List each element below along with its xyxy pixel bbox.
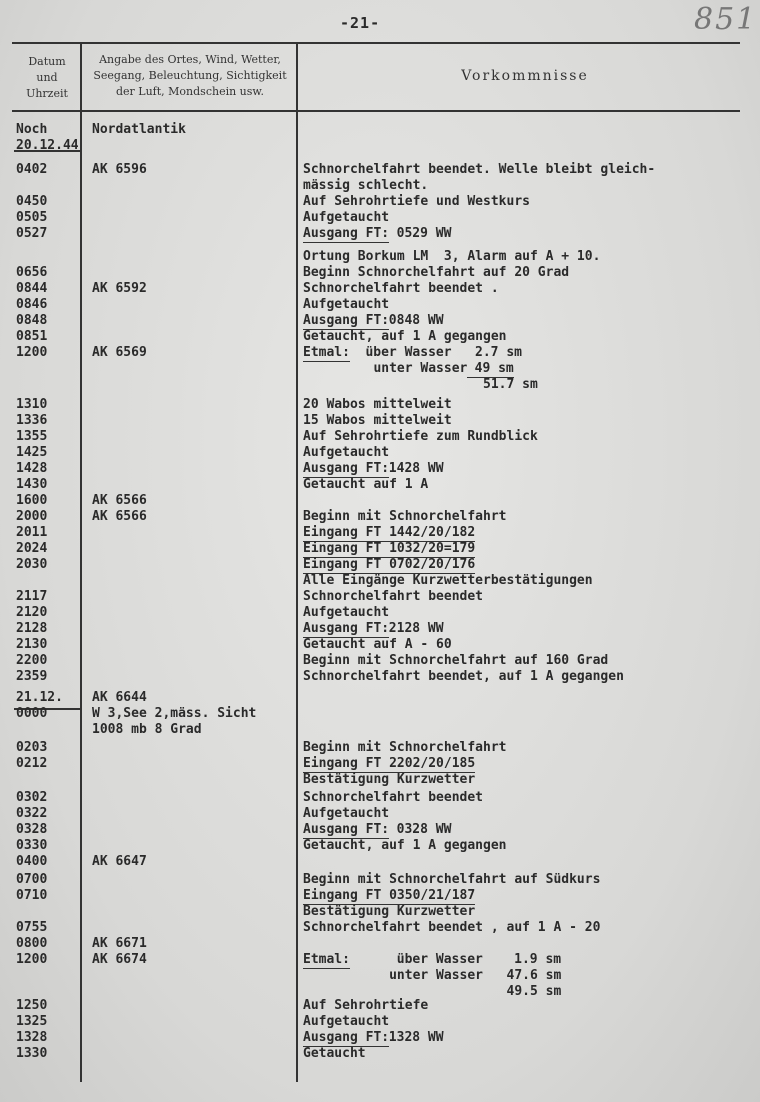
entry-time: 1430 [16, 477, 48, 492]
entry-text: Etmal: [303, 345, 350, 360]
entry-place: AK 6592 [92, 281, 147, 296]
entry-place: AK 6596 [92, 162, 147, 177]
entry-text: Schnorchelfahrt beendet , auf 1 A - 20 [303, 920, 601, 935]
entry-text: Schnorchelfahrt beendet [303, 790, 484, 805]
entry-time: 0848 [16, 313, 48, 328]
entry-text-cont: über Wasser 1.9 sm [349, 952, 562, 967]
entry-text: Ausgang FT: [303, 226, 390, 241]
header-ort-line: Angabe des Ortes, Wind, Wetter, [99, 53, 281, 66]
entry-text: Bestätigung Kurzwetter [303, 904, 476, 919]
entry-text: Beginn Schnorchelfahrt auf 20 Grad [303, 265, 570, 280]
entry-text: Beginn mit Schnorchelfahrt [303, 740, 507, 755]
entry-time: 2000 [16, 509, 48, 524]
entry-text: mässig schlecht. [303, 178, 429, 193]
entry-text: Eingang FT 0350/21/187 [303, 888, 476, 903]
entry-text-cont: über Wasser 2.7 sm [349, 345, 522, 360]
entry-text: Alle Eingänge Kurzwetterbestätigungen [303, 573, 593, 588]
entry-text: unter Wasser [303, 361, 468, 376]
entry-time: 0527 [16, 226, 48, 241]
entry-text: 49.5 sm [303, 984, 562, 999]
entry-text: Beginn mit Schnorchelfahrt auf 160 Grad [303, 653, 609, 668]
entry-text: 51.7 sm [303, 377, 538, 392]
entry-text: Schnorchelfahrt beendet, auf 1 A gegangen [303, 669, 624, 684]
entry-place: AK 6644 [92, 690, 147, 705]
page-number: -21- [340, 14, 381, 32]
header-datum-line: Uhrzeit [26, 87, 68, 100]
entry-text: Aufgetaucht [303, 210, 390, 225]
header-vorkommnisse: Vorkommnisse [461, 68, 589, 84]
entry-text: Eingang FT 1442/20/182 [303, 525, 476, 540]
entry-text-cont: 1428 WW [388, 461, 444, 476]
entry-text: Schnorchelfahrt beendet [303, 589, 484, 604]
entry-time: 1310 [16, 397, 48, 412]
entry-text-cont: 0848 WW [388, 313, 444, 328]
entry-time: 0400 [16, 854, 48, 869]
entry-text: Etmal: [303, 952, 350, 967]
column-divider-datum [80, 42, 82, 1082]
entry-place: AK 6647 [92, 854, 147, 869]
entry-time: 1330 [16, 1046, 48, 1061]
header-bottom-rule [12, 110, 740, 112]
entry-time: 0700 [16, 872, 48, 887]
entry-time: 0505 [16, 210, 48, 225]
entry-time: 0322 [16, 806, 48, 821]
entry-text: 15 Wabos mittelweit [303, 413, 452, 428]
entry-time: 1325 [16, 1014, 48, 1029]
entry-place: AK 6674 [92, 952, 147, 967]
entry-text: Eingang FT 2202/20/185 [303, 756, 476, 771]
entry-time: 21.12. [16, 690, 63, 705]
entry-text: unter Wasser 47.6 sm [303, 968, 562, 983]
entry-text: Auf Sehrohrtiefe zum Rundblick [303, 429, 538, 444]
entry-time: 2030 [16, 557, 48, 572]
entry-time: 1200 [16, 952, 48, 967]
entry-text: Beginn mit Schnorchelfahrt auf Südkurs [303, 872, 601, 887]
entry-text: Ausgang FT: [303, 1030, 390, 1045]
header-ort [84, 52, 296, 100]
entry-text: Eingang FT 0702/20/176 [303, 557, 476, 572]
entry-text-cont: 2128 WW [388, 621, 444, 636]
header-datum-line: und [36, 71, 58, 84]
entry-text: 20 Wabos mittelweit [303, 397, 452, 412]
entry-time: 0212 [16, 756, 48, 771]
entry-text-cont: 0529 WW [388, 226, 452, 241]
entry-time: 1336 [16, 413, 48, 428]
column-divider-ort [296, 42, 298, 1082]
entry-time: 2120 [16, 605, 48, 620]
entry-place: AK 6671 [92, 936, 147, 951]
table-top-rule [12, 42, 740, 44]
entry-time: Noch [16, 122, 48, 137]
entry-time: 1600 [16, 493, 48, 508]
entry-text: Aufgetaucht [303, 1014, 390, 1029]
entry-text: Ausgang FT: [303, 822, 390, 837]
entry-text-cont: 49 sm [466, 361, 514, 376]
entry-text: Getaucht [303, 1046, 366, 1061]
entry-text: Getaucht, auf 1 A gegangen [303, 838, 507, 853]
entry-time: 20.12.44 [16, 138, 79, 153]
entry-text: Bestätigung Kurzwetter [303, 772, 476, 787]
entry-text: Aufgetaucht [303, 297, 390, 312]
entry-text: Schnorchelfahrt beendet . [303, 281, 499, 296]
entry-time: 2011 [16, 525, 48, 540]
entry-text: Getaucht, auf 1 A gegangen [303, 329, 507, 344]
entry-text-cont: 0328 WW [388, 822, 452, 837]
header-datum [14, 54, 80, 102]
entry-time: 0203 [16, 740, 48, 755]
header-ort-line: der Luft, Mondschein usw. [115, 85, 265, 98]
entry-text: Eingang FT 1032/20=179 [303, 541, 476, 556]
entry-time: 1200 [16, 345, 48, 360]
entry-time: 2117 [16, 589, 48, 604]
entry-text: Auf Sehrohrtiefe und Westkurs [303, 194, 530, 209]
folio-number: 851 [694, 2, 758, 37]
entry-time: 2130 [16, 637, 48, 652]
entry-time: 2128 [16, 621, 48, 636]
entry-text: Auf Sehrohrtiefe [303, 998, 429, 1013]
entry-time: 2024 [16, 541, 48, 556]
entry-text: Aufgetaucht [303, 806, 390, 821]
entry-time: 0330 [16, 838, 48, 853]
entry-time: 0302 [16, 790, 48, 805]
entry-time: 2359 [16, 669, 48, 684]
entry-text: Beginn mit Schnorchelfahrt [303, 509, 507, 524]
entry-text-cont: 1328 WW [388, 1030, 444, 1045]
entry-time: 2200 [16, 653, 48, 668]
entry-text: Getaucht auf A - 60 [303, 637, 452, 652]
entry-time: 0402 [16, 162, 48, 177]
entry-text: Aufgetaucht [303, 445, 390, 460]
entry-time: 1250 [16, 998, 48, 1013]
entry-text: Ortung Borkum LM 3, Alarm auf A + 10. [303, 249, 601, 264]
header-ort-line: Seegang, Beleuchtung, Sichtigkeit [93, 69, 287, 82]
entry-time: 0710 [16, 888, 48, 903]
entry-time: 0800 [16, 936, 48, 951]
entry-time: 1428 [16, 461, 48, 476]
entry-place: AK 6566 [92, 509, 147, 524]
entry-time: 1425 [16, 445, 48, 460]
entry-text: Aufgetaucht [303, 605, 390, 620]
entry-time: 0844 [16, 281, 48, 296]
entry-place: Nordatlantik [92, 122, 186, 137]
entry-text: Getaucht auf 1 A [303, 477, 429, 492]
entry-time: 0656 [16, 265, 48, 280]
entry-time: 0755 [16, 920, 48, 935]
entry-text: Ausgang FT: [303, 313, 390, 328]
entry-time: 0450 [16, 194, 48, 209]
entry-place: AK 6566 [92, 493, 147, 508]
entry-time: 1355 [16, 429, 48, 444]
entry-text: Ausgang FT: [303, 621, 390, 636]
entry-time: 0328 [16, 822, 48, 837]
entry-time: 1328 [16, 1030, 48, 1045]
entry-time: 0846 [16, 297, 48, 312]
entry-place: W 3,See 2,mäss. Sicht [92, 706, 257, 721]
entry-time: 0851 [16, 329, 48, 344]
entry-time: 0000 [16, 706, 48, 721]
entry-place: 1008 mb 8 Grad [92, 722, 202, 737]
entry-text: Ausgang FT: [303, 461, 390, 476]
entry-place: AK 6569 [92, 345, 147, 360]
entry-text: Schnorchelfahrt beendet. Welle bleibt gleich- [303, 162, 656, 177]
header-datum-line: Datum [28, 55, 66, 68]
